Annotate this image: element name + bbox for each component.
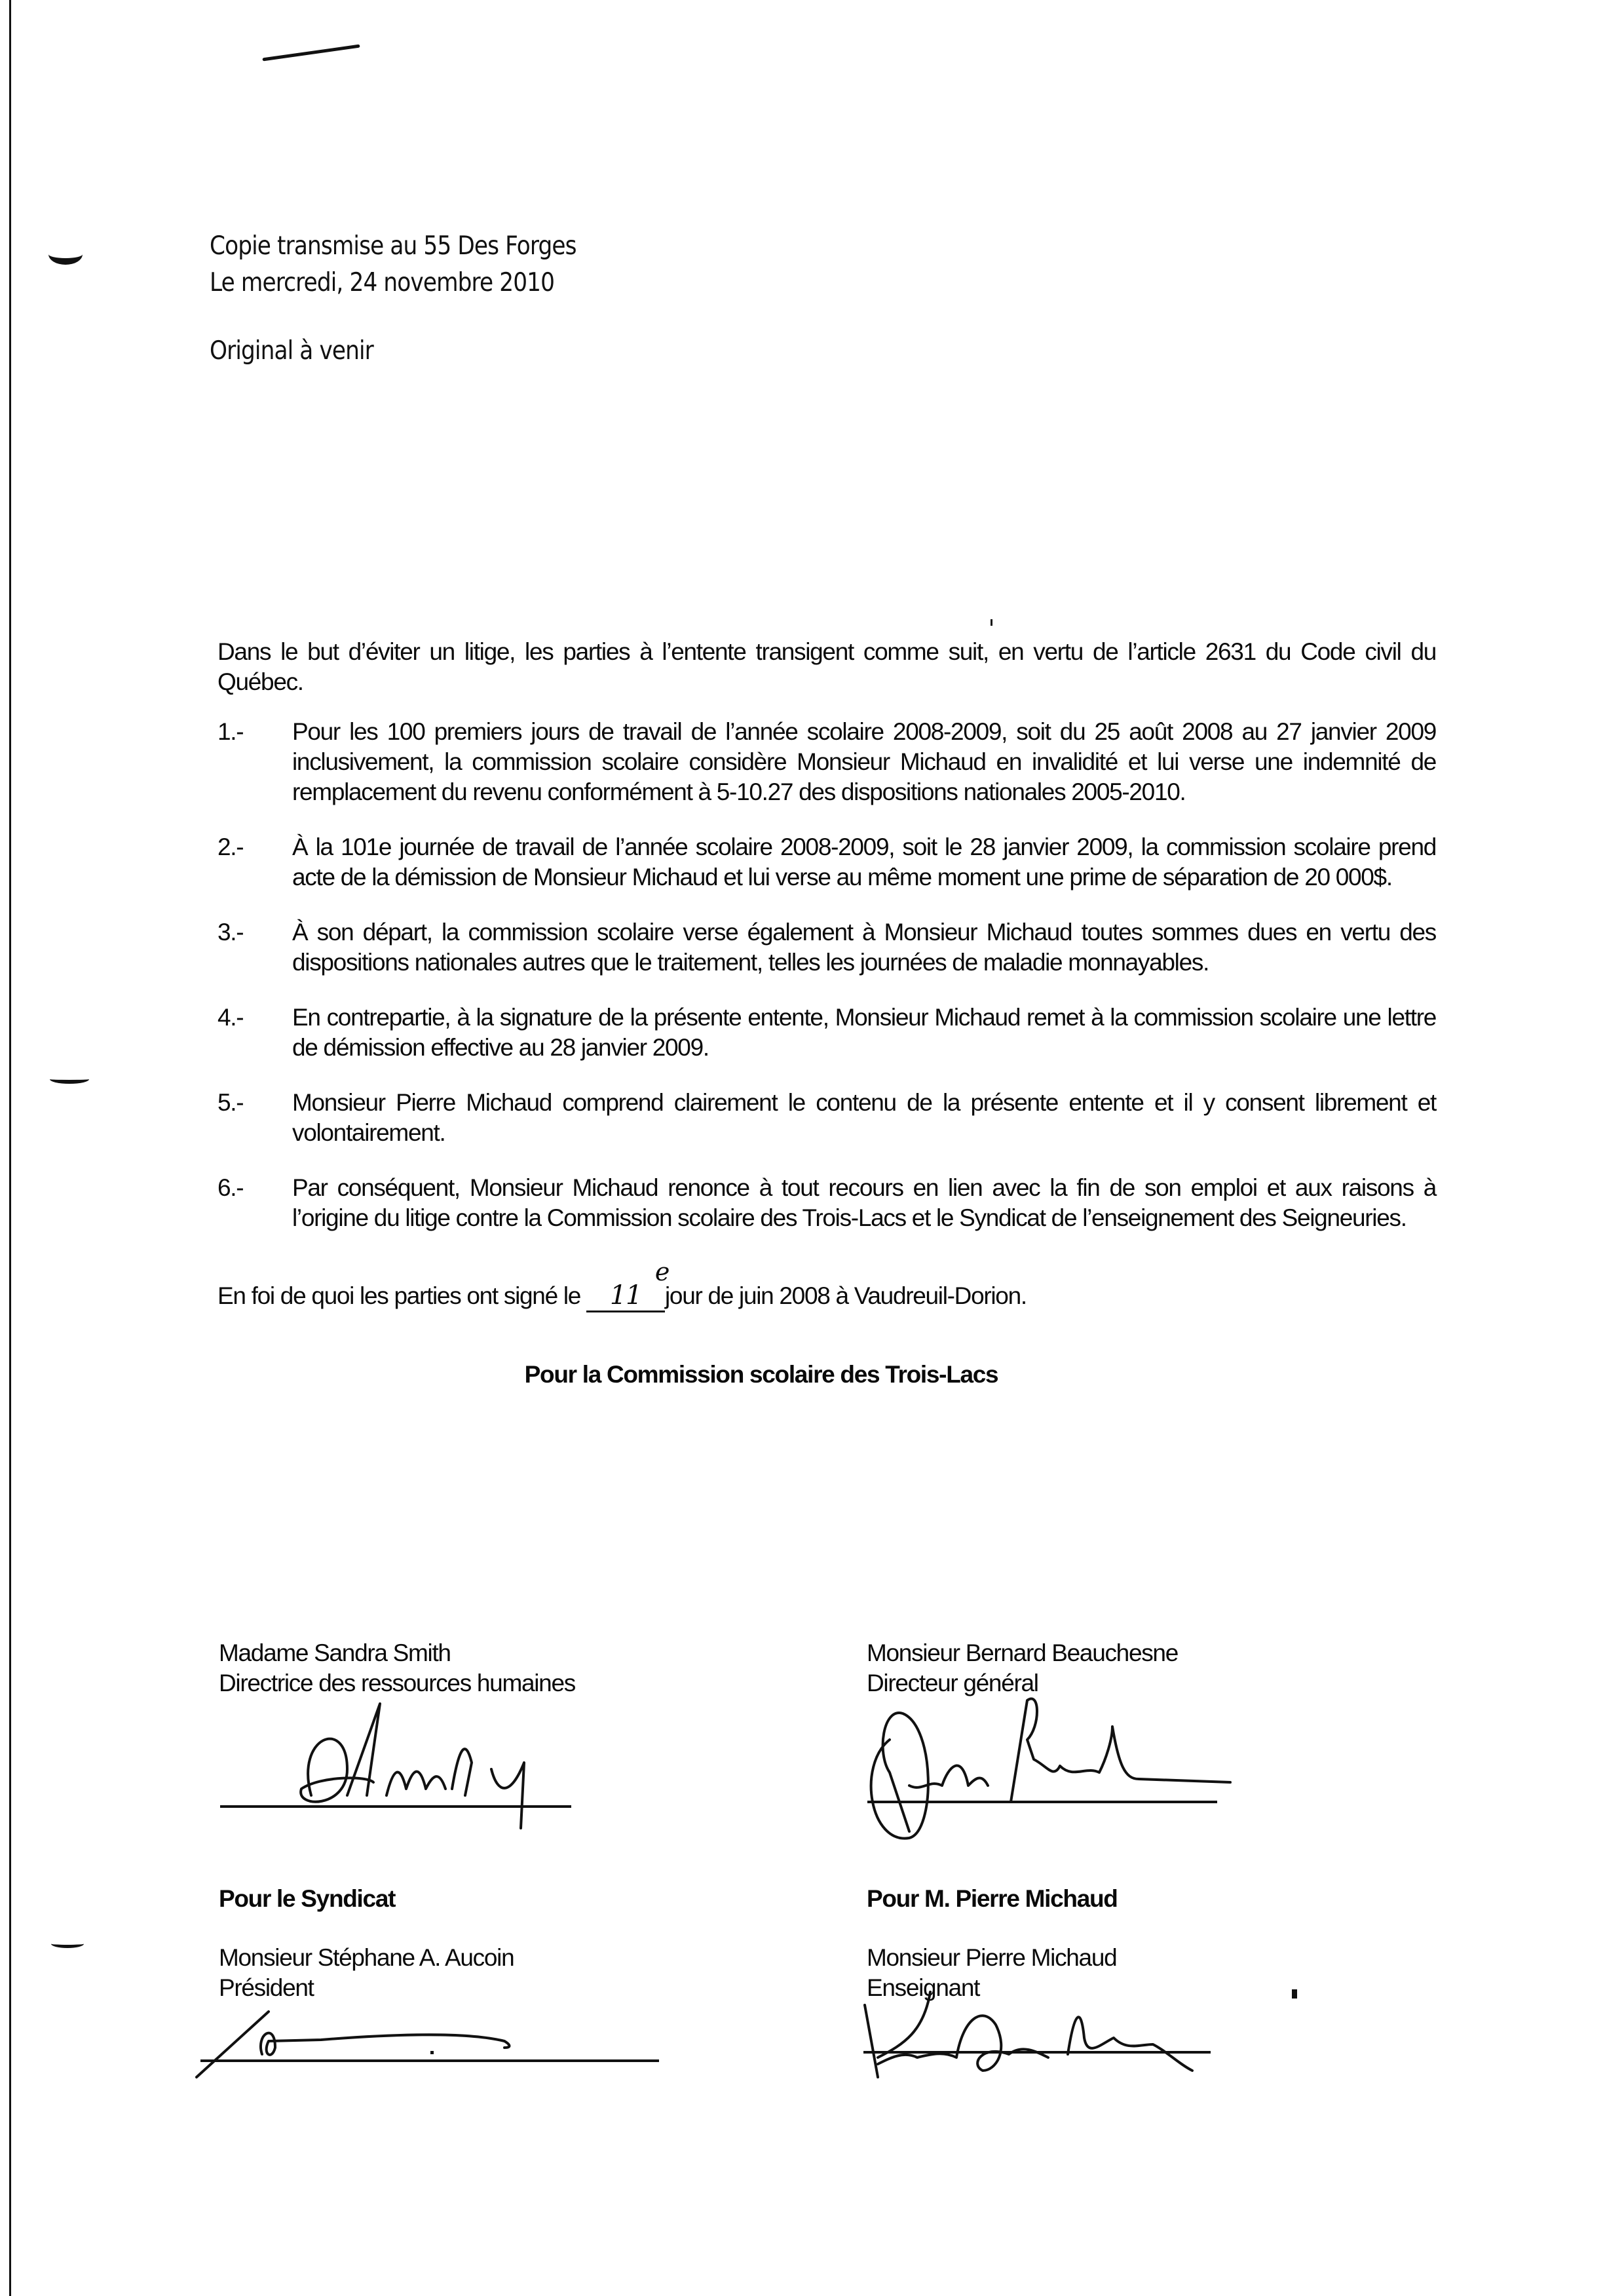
signing-statement: [217, 1257, 1436, 1312]
signing-day-suffix-handwritten: e: [654, 1257, 670, 1286]
punch-hole-mark: [48, 244, 83, 265]
clause-number: 1.-: [217, 718, 244, 745]
clause-4: [217, 1003, 1436, 1063]
scan-speck: [1292, 1989, 1297, 1999]
clause-5: [217, 1088, 1436, 1148]
clause-1: [217, 717, 1436, 807]
punch-hole-mark: [51, 1940, 84, 1948]
signatory-name: Monsieur Bernard Beauchesne: [867, 1639, 1178, 1666]
agreement-body: [217, 637, 1436, 1390]
signatory-name: Monsieur Stéphane A. Aucoin: [219, 1944, 514, 1971]
signing-suffix: jour de juin 2008 à Vaudreuil-Dorion.: [665, 1282, 1027, 1309]
signatory-name: Monsieur Pierre Michaud: [867, 1944, 1117, 1971]
signatory-employee: [867, 1884, 1118, 2003]
cover-note: [210, 228, 576, 370]
signatory-hr-director: [219, 1638, 575, 1698]
signatory-title: Directrice des ressources humaines: [219, 1670, 575, 1696]
clause-text: Monsieur Pierre Michaud comprend clairement le contenu de la présente entente et il y consent librement et volontairement.: [292, 1089, 1436, 1146]
signatory-heading: Pour M. Pierre Michaud: [867, 1885, 1118, 1912]
signing-prefix: En foi de quoi les parties ont signé le: [217, 1282, 581, 1309]
signature-line: [220, 1805, 571, 1808]
signatory-syndicat: [219, 1884, 514, 2003]
clause-text: À la 101e journée de travail de l’année scolaire 2008-2009, soit le 28 janvier 2009, la commission scolaire prend acte de la démission de Monsieur Michaud et lui verse au même moment une prime de séparation de 20 000$.: [292, 833, 1436, 890]
cover-note-recipient: Copie transmise au 55 Des Forges: [210, 231, 576, 261]
signatory-title: Président: [219, 1974, 314, 2001]
scan-speck: [991, 619, 992, 626]
cover-note-original: Original à venir: [210, 336, 373, 366]
signatory-heading: Pour le Syndicat: [219, 1885, 396, 1912]
clause-6: [217, 1173, 1436, 1233]
clause-text: Par conséquent, Monsieur Michaud renonce à tout recours en lien avec la fin de son emploi et aux raisons à l’origine du litige contre la Commission scolaire des Trois-Lacs et le Syndicat de l’enseignement des Seigneuries.: [292, 1174, 1436, 1231]
clause-2: [217, 832, 1436, 892]
scan-edge-line: [9, 0, 11, 2296]
clause-number: 4.-: [217, 1004, 244, 1031]
signature-line: [200, 2059, 659, 2062]
cover-note-date: Le mercredi, 24 novembre 2010: [210, 268, 555, 297]
clause-number: 5.-: [217, 1089, 244, 1116]
signatory-name: Madame Sandra Smith: [219, 1639, 451, 1666]
clause-number: 3.-: [217, 919, 244, 946]
signing-day-field: [586, 1257, 670, 1312]
punch-hole-mark: [50, 1075, 89, 1084]
signing-day-handwritten: 11: [609, 1280, 642, 1311]
scan-speck: [430, 2051, 434, 2054]
clause-number: 2.-: [217, 833, 244, 860]
clause-text: À son départ, la commission scolaire verse également à Monsieur Michaud toutes sommes dues en vertu des dispositions nationales autres que le traitement, telles les journées de maladie monnayables.: [292, 919, 1436, 976]
clause-number: 6.-: [217, 1174, 244, 1201]
signature-bernard-beauchesne: [863, 1687, 1283, 1858]
signature-line: [867, 1801, 1217, 1803]
signature-sandra-smith: [216, 1697, 583, 1854]
signatory-title: Enseignant: [867, 1974, 980, 2001]
clause-3: [217, 917, 1436, 978]
agreement-intro: Dans le but d’éviter un litige, les parties à l’entente transigent comme suit, en vertu de l’article 2631 du Code civil du Québec.: [217, 638, 1436, 695]
signature-pierre-michaud: [852, 1992, 1350, 2084]
commission-heading: Pour la Commission scolaire des Trois-Lacs: [524, 1361, 998, 1388]
clause-text: En contrepartie, à la signature de la présente entente, Monsieur Michaud remet à la commission scolaire une lettre de démission effective au 28 janvier 2009.: [292, 1004, 1436, 1061]
clause-text: Pour les 100 premiers jours de travail de l’année scolaire 2008-2009, soit du 25 août 2008 au 27 janvier 2009 inclusivement, la commission scolaire considère Monsieur Michaud en invalidité et lui verse une indemnité de remplacement du revenu conformément à 5-10.27 des dispositions nationales 2005-2010.: [292, 718, 1436, 805]
signature-line: [863, 2051, 1211, 2054]
signature-stephane-aucoin: [190, 2008, 609, 2087]
signatory-title: Directeur général: [867, 1670, 1038, 1696]
scan-pen-stroke: [262, 45, 360, 62]
